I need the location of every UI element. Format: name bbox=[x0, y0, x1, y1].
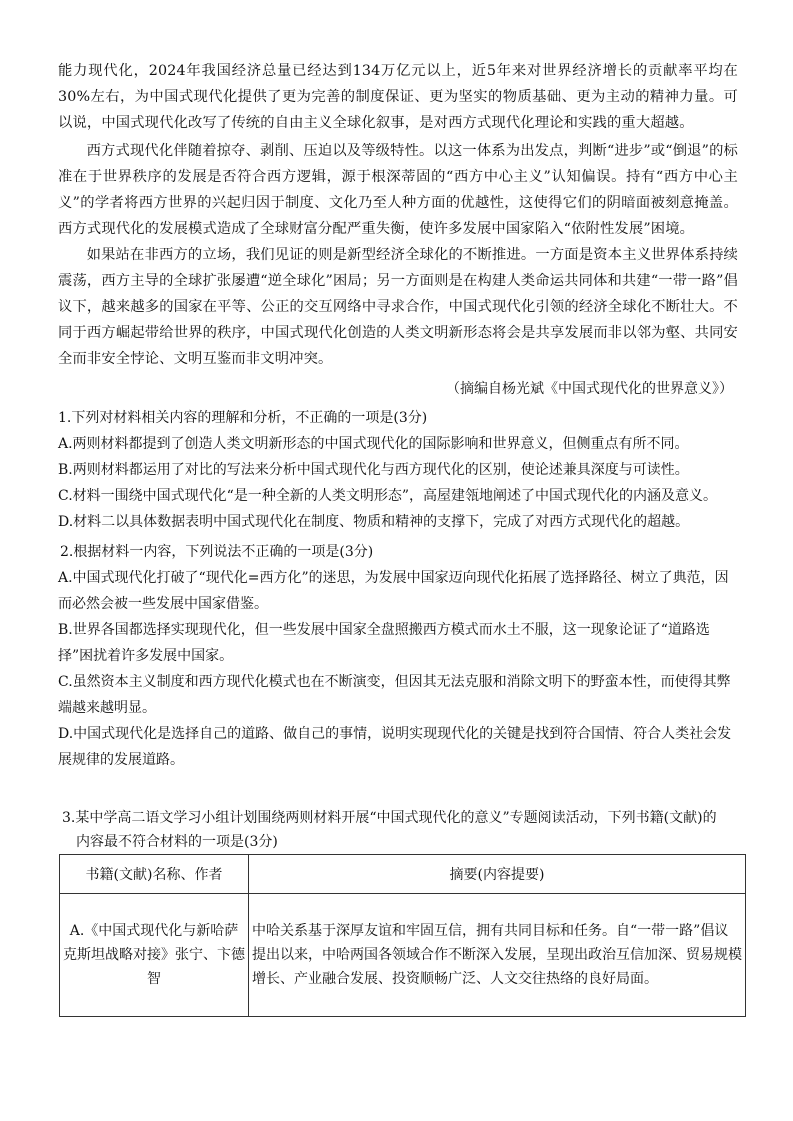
question-3-stem-line-2: 内容最不符合材料的一项是(3分) bbox=[76, 834, 278, 850]
table-cell-summary: 中哈关系基于深厚友谊和牢固互信，拥有共同目标和任务。自“一带一路”倡议提出以来，中哈两国各领域合作不断深入发展，呈现出政治互信加深、贸易规模增长、产业融合发展、投资顺畅广泛、人文交往热络的良好局面。 bbox=[249, 894, 746, 1017]
question-2-option-a: A.中国式现代化打破了“现代化=西方化”的迷思，为发展中国家迈向现代化拓展了选择路径、树立了典范，因而必然会被一些发展中国家借鉴。 bbox=[58, 570, 729, 612]
passage-paragraph-1: 能力现代化，2024年我国经济总量已经达到134万亿元以上，近5年来对世界经济增长的贡献率平均在30%左右，为中国式现代化提供了更为完善的制度保证、更为坚实的物质基础、更为主动的精神力量。可以说，中国式现代化改写了传统的自由主义全球化叙事，是对西方式现代化理论和实践的重大超越。 bbox=[58, 63, 738, 131]
question-2-option-b: B.世界各国都选择实现现代化，但一些发展中国家全盘照搬西方模式而水土不服，这一现象论证了“道路选择”困扰着许多发展中国家。 bbox=[58, 622, 710, 664]
passage-paragraph-3: 如果站在非西方的立场，我们见证的则是新型经济全球化的不断推进。一方面是资本主义世界体系持续震荡，西方主导的全球扩张屡遭“逆全球化”困局；另一方面则是在构建人类命运共同体和共建“一带一路”倡议下，越来越多的国家在平等、公正的交互网络中寻求合作，中国式现代化引领的经济全球化不断壮大。不同于西方崛起带给世界的秩序，中国式现代化创造的人类文明新形态将会是共享发展而非以邻为壑、共同安全而非安全悖论、文明互鉴而非文明冲突。 bbox=[58, 247, 738, 367]
question-2-option-c: C.虽然资本主义制度和西方现代化模式也在不断演变，但因其无法克服和消除文明下的野蛮本性，而使得其弊端越来越明显。 bbox=[58, 674, 731, 716]
question-1-option-a: A.两则材料都提到了创造人类文明新形态的中国式现代化的国际影响和世界意义，但侧重点有所不同。 bbox=[58, 436, 689, 452]
table-header-row bbox=[60, 855, 746, 894]
question-1-option-c: C.材料一围绕中国式现代化“是一种全新的人类文明形态”，高屋建瓴地阐述了中国式现代化的内涵及意义。 bbox=[58, 488, 717, 504]
table-cell-title: A.《中国式现代化与新哈萨克斯坦战略对接》张宁、卞德智 bbox=[60, 894, 249, 1017]
table-header-summary: 摘要(内容提要) bbox=[249, 855, 746, 894]
passage-paragraph-2: 西方式现代化伴随着掠夺、剥削、压迫以及等级特性。以这一体系为出发点，判断“进步”或“倒退”的标准在于世界秩序的发展是否符合西方逻辑，源于根深蒂固的“西方中心主义”认知偏误。持有“西方中心主义”的学者将西方世界的兴起归因于制度、文化乃至人种方面的优越性，这使得它们的阴暗面被刻意掩盖。西方式现代化的发展模式造成了全球财富分配严重失衡，使许多发展中国家陷入“依附性发展”困境。 bbox=[58, 143, 738, 237]
question-3 bbox=[62, 806, 742, 854]
question-3-stem-line-1: 3.某中学高二语文学习小组计划围绕两则材料开展“中国式现代化的意义”专题阅读活动，下列书籍(文献)的 bbox=[62, 810, 717, 826]
question-2 bbox=[58, 539, 740, 773]
table-header-title: 书籍(文献)名称、作者 bbox=[60, 855, 249, 894]
question-2-stem: 2.根据材料一内容，下列说法不正确的一项是(3分) bbox=[60, 544, 374, 560]
question-1 bbox=[58, 405, 740, 535]
table-row bbox=[60, 894, 746, 1017]
question-1-option-d: D.材料二以具体数据表明中国式现代化在制度、物质和精神的支撑下，完成了对西方式现代化的超越。 bbox=[58, 514, 690, 530]
question-2-option-d: D.中国式现代化是选择自己的道路、做自己的事情，说明实现现代化的关键是找到符合国情、符合人类社会发展规律的发展道路。 bbox=[58, 726, 732, 768]
passage-source: （摘编自杨光斌《中国式现代化的世界意义》） bbox=[446, 381, 733, 397]
question-1-option-b: B.两则材料都运用了对比的写法来分析中国式现代化与西方现代化的区别，使论述兼具深度与可读性。 bbox=[58, 462, 689, 478]
reference-table bbox=[59, 854, 746, 1017]
question-1-stem: 1.下列对材料相关内容的理解和分析，不正确的一项是(3分) bbox=[58, 410, 428, 426]
